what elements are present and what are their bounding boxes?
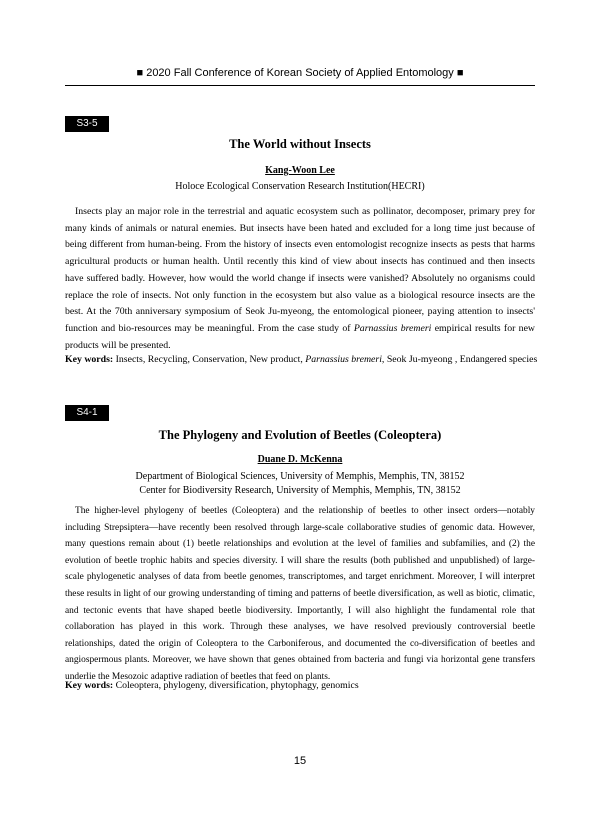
page-number: 15 [293, 755, 307, 767]
abstract-body-text: empirical results for new products will be presented. [65, 322, 536, 351]
keywords-species: Parnassius bremeri [305, 354, 382, 365]
author-name: Duane D. McKenna [257, 454, 343, 465]
abstract-body-text: Insects play an major role in the terrestrial and aquatic ecosystem such as pollinator, decomposer, primary prey for many kinds of animals or natural enemies. But insects have been hated and excluded for a long time just because of being different from human-being. From the history of insects even entomologist recognize insects as pests that harms agricultural products or human health. Until recently this kind of view about insects has continued and then insects have suffered badly. However, how would the world change if insects were vanished? Absolutely no organisms could replace the role of insects. Not only function in the ecosystem but also value as a biological resource insects are the best. At the 70th anniversary symposium of Seok Ju-myeong, the entomological pioneer, paying attention to insects' function and bio-resources may be meaningful. From the case study of [65, 206, 535, 334]
author-name: Kang-Woon Lee [265, 165, 335, 176]
keywords-label: Key words: [65, 354, 114, 365]
session-tag: S3-5 [65, 116, 109, 132]
affiliation: Center for Biodiversity Research, University of Memphis, Memphis, TN, 38152 [139, 485, 461, 496]
abstract-body: The higher-level phylogeny of beetles (Coleoptera) and the relationship of beetles to other insect orders—notably including Strepsiptera—have recently been resolved through large-scale collaborative studies of genomic data. However, many questions remain about (1) beetle relationships and evolution at the level of families and subfamilies, and (2) the evolution of beetle trophic habits and species diversity. I will share the results (both published and unpublished) of large-scale phylogenetic analyses of data from beetle genomes, transcriptomes, and target enrichment. Moreover, I will interpret these results in light of our growing understanding of timing and patterns of beetle diversification, as well as biotic, climatic, and tectonic events that have shaped beetle biodiversity. Importantly, I will also highlight the fundamental role that collaboration has played in this work. Through these analyses, we have resolved previously controversial beetle relationships, dated the origin of Coleoptera to the Carboniferous, and documented the co-diversification of beetles and angiospermous plants. Moreover, we have shown that genes obtained from bacteria and fungi via horizontal gene transfers underlie the Mesozoic adaptive radiation of beetles that feed on plants. [65, 506, 535, 682]
conference-header: ■ 2020 Fall Conference of Korean Society of Applied Entomology ■ [136, 67, 464, 79]
keywords-text: , Seok Ju-myeong , Endangered species [381, 354, 538, 365]
keywords-text: Insects, Recycling, Conservation, New product, [113, 354, 306, 365]
session-tag: S4-1 [65, 405, 109, 421]
keywords-label: Key words: [65, 680, 114, 691]
keywords [65, 354, 538, 365]
abstract-title: The Phylogeny and Evolution of Beetles (Coleoptera) [158, 428, 442, 442]
abstract-title: The World without Insects [229, 137, 371, 151]
keywords [65, 680, 535, 691]
affiliation: Department of Biological Sciences, University of Memphis, Memphis, TN, 38152 [135, 471, 465, 482]
keywords-text: Coleoptera, phylogeny, diversification, phytophagy, genomics [113, 680, 359, 691]
species-name: Parnassius bremeri [353, 322, 432, 334]
abstract-body [65, 204, 535, 354]
header-rule [65, 85, 535, 86]
affiliation: Holoce Ecological Conservation Research Institution(HECRI) [175, 181, 425, 192]
